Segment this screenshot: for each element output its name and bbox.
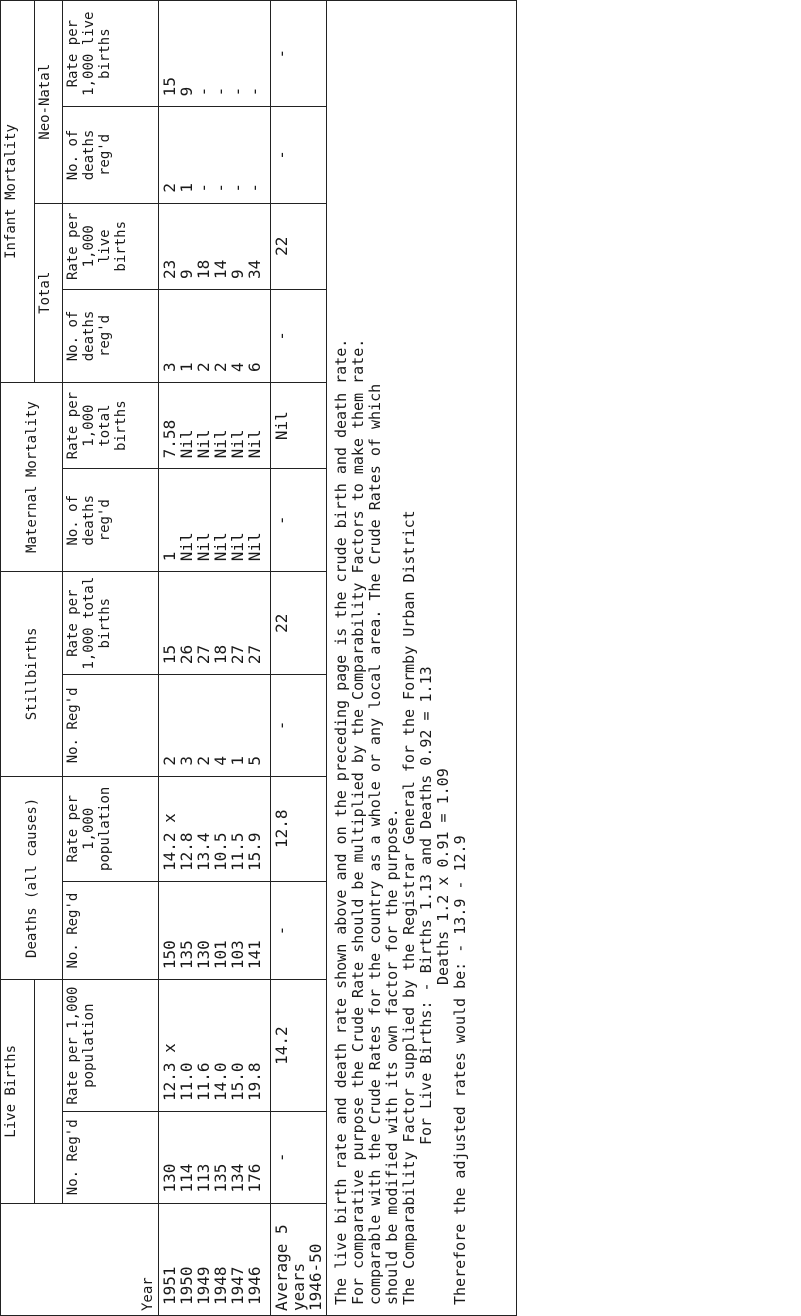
total-header: Total — [35, 203, 63, 382]
neo-natal-no-values: 2 1 - - - - — [159, 107, 271, 203]
note-line: The Comparability Factor supplied by the Registrar General for the Formby Urban District — [400, 510, 418, 1305]
stillbirths-no-header: No. Reg'd — [63, 675, 159, 776]
data-row-years — [159, 1, 271, 1316]
average-neo-natal-rate: - — [271, 1, 327, 107]
stillbirths-header: Stillbirths — [1, 572, 63, 776]
neo-natal-no-header: No. of deaths reg'd — [63, 107, 159, 203]
average-maternal-rate: Nil — [271, 382, 327, 468]
note-line: comparable with the Crude Rates for the country as a whole or any local area. The Crude Rates of which — [366, 383, 384, 1305]
deaths-no-values: 150 135 130 101 103 141 — [159, 882, 271, 980]
deaths-no-header: No. Reg'd — [63, 882, 159, 980]
average-deaths-rate: 12.8 — [271, 776, 327, 881]
infant-mortality-header: Infant Mortality — [1, 1, 35, 383]
average-infant-total-rate: 22 — [271, 203, 327, 289]
maternal-no-values: 1 Nil Nil Nil Nil Nil — [159, 469, 271, 572]
live-births-no-values: 130 114 113 135 134 176 — [159, 1112, 271, 1204]
maternal-no-header: No. of deaths reg'd — [63, 469, 159, 572]
note-line: For Live Births: - Births 1.13 and Deaths 0.92 = 1.13 — [417, 666, 435, 1145]
note-line: Deaths 1.2 x 0.91 = 1.09 — [434, 768, 452, 985]
maternal-rate-header: Rate per 1,000 total births — [63, 382, 159, 468]
average-live-births-no: - — [271, 1112, 327, 1204]
year-header: Year — [1, 1203, 159, 1315]
average-label: Average 5 years 1946-50 — [271, 1203, 327, 1315]
notes-block — [327, 1, 517, 1316]
average-neo-natal-no: - — [271, 107, 327, 203]
maternal-rate-values: 7.58 Nil Nil Nil Nil Nil — [159, 382, 271, 468]
maternal-mortality-header: Maternal Mortality — [1, 382, 63, 571]
average-live-births-rate: 14.2 — [271, 980, 327, 1112]
header-row-top — [1, 1, 35, 1316]
year-values: 1951 1950 1949 1948 1947 1946 — [159, 1203, 271, 1315]
average-infant-total-no: - — [271, 289, 327, 382]
live-births-header-spacer — [35, 980, 63, 1203]
infant-total-no-values: 3 1 2 2 4 6 — [159, 289, 271, 382]
note-line: For comparative purpose the Crude Rate should be multiplied by the Comparability Factors to make them rate. — [349, 338, 367, 1305]
stillbirths-rate-values: 15 26 27 18 27 27 — [159, 572, 271, 675]
stillbirths-rate-header: Rate per 1,000 total births — [63, 572, 159, 675]
neo-natal-rate-values: 15 9 - - - - — [159, 1, 271, 107]
neo-natal-rate-header: Rate per 1,000 live births — [63, 1, 159, 107]
stillbirths-no-values: 2 3 2 4 1 5 — [159, 675, 271, 776]
average-stillbirths-rate: 22 — [271, 572, 327, 675]
header-row-bottom — [63, 1, 159, 1316]
infant-total-no-header: No. of deaths reg'd — [63, 289, 159, 382]
average-stillbirths-no: - — [271, 675, 327, 776]
live-births-header: Live Births — [1, 980, 35, 1203]
neo-natal-header: Neo-Natal — [35, 1, 63, 204]
average-maternal-no: - — [271, 469, 327, 572]
note-line: should be modified with its own factor for the purpose. — [383, 808, 401, 1305]
notes-row — [327, 1, 517, 1316]
average-deaths-no: - — [271, 882, 327, 980]
deaths-rate-values: 14.2 x 12.8 13.4 10.5 11.5 15.9 — [159, 776, 271, 881]
deaths-header: Deaths (all causes) — [1, 776, 63, 980]
infant-total-rate-values: 23 9 18 14 9 34 — [159, 203, 271, 289]
live-births-no-header: No. Reg'd — [63, 1112, 159, 1204]
note-line: The live birth rate and death rate shown above and on the preceding page is the crude birth and death rate. — [332, 338, 350, 1305]
infant-total-rate-header: Rate per 1,000 live births — [63, 203, 159, 289]
live-births-rate-header: Rate per 1,000 population — [63, 980, 159, 1112]
live-births-rate-values: 12.3 x 11.0 11.6 14.0 15.0 19.8 — [159, 980, 271, 1112]
note-line: Therefore the adjusted rates would be: - 13.9 - 12.9 — [451, 835, 469, 1305]
deaths-rate-header: Rate per 1,000 population — [63, 776, 159, 881]
average-row — [271, 1, 327, 1316]
